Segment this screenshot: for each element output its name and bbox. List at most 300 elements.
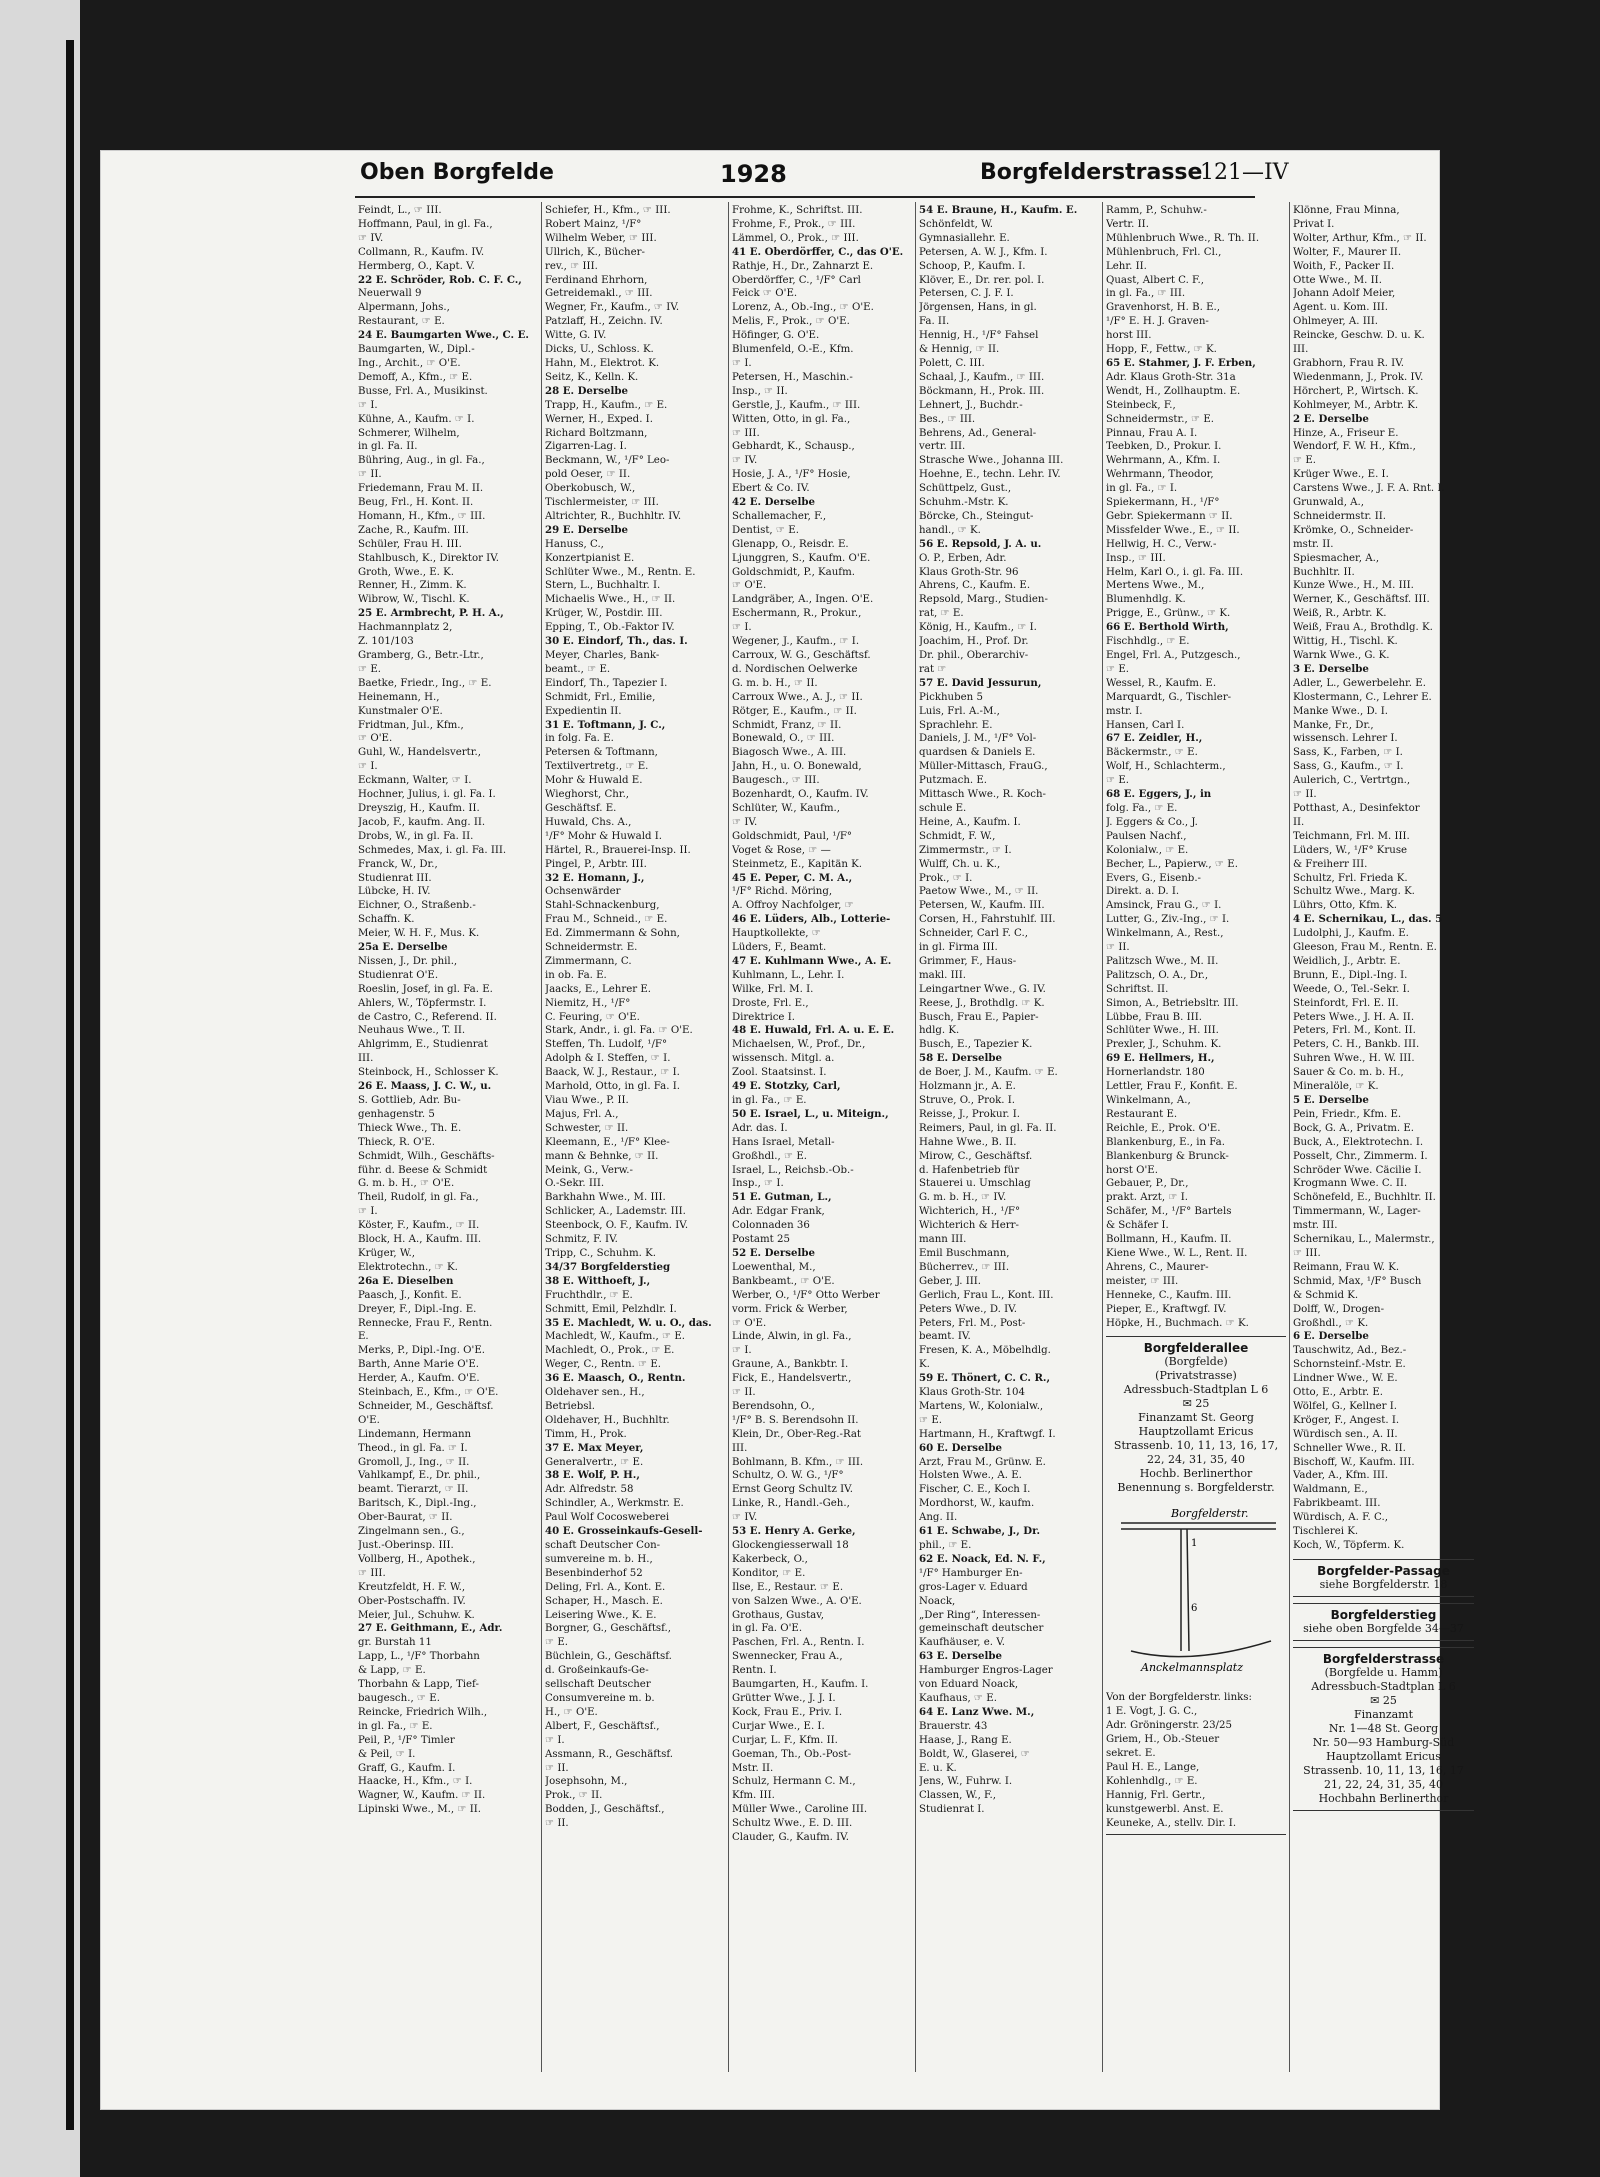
directory-entry: Prok., ☞ II. [545,1790,603,1802]
box-line: Hauptzollamt Ericus [1138,1425,1254,1439]
directory-entry: Ahlgrimm, E., Studienrat [358,1039,488,1051]
box-line: Adressbuch-Stadtplan L 6 [1311,1679,1456,1693]
directory-entry: Loewenthal, M., [732,1261,816,1273]
directory-entry: & Schmid K. [1293,1289,1359,1301]
directory-entry: Goldschmidt, P., Kaufm. [732,566,855,578]
directory-entry: Hellwig, H. C., Verw.- [1106,538,1217,550]
directory-entry: wissensch. Lehrer I. [1293,733,1398,745]
directory-entry: Rentn. I. [732,1665,777,1677]
directory-entry: Herder, A., Kaufm. O'E. [358,1373,480,1385]
directory-entry: Paulsen Nachf., [1106,830,1187,842]
directory-entry: gr. Burstah 11 [358,1637,432,1649]
directory-entry: Grütter Wwe., J. J. I. [732,1692,836,1704]
box-line: (Borgfelde u. Hamm) [1324,1665,1443,1679]
directory-entry: Gleeson, Frau M., Rentn. E. [1293,942,1437,954]
directory-entry: in gl. Firma III. [919,942,998,954]
directory-entry: von Salzen Wwe., A. O'E. [732,1595,862,1607]
directory-entry: ¹/F° Richd. Möring, [732,886,833,898]
directory-entry: Stark, Andr., i. gl. Fa. ☞ O'E. [545,1025,693,1037]
directory-entry: Palitzsch Wwe., M. II. [1106,955,1219,967]
box-line: ✉ 25 [1370,1693,1397,1707]
directory-entry: Schmitz, F. IV. [545,1234,618,1246]
directory-entry: Blankenburg & Brunck- [1106,1150,1229,1162]
directory-entry: Ahlers, W., Töpfermstr. I. [358,997,487,1009]
directory-entry: Thieck, R. O'E. [358,1136,435,1148]
directory-entry: Petersen, C. J. F. I. [919,288,1014,300]
directory-entry: 60 E. Derselbe [919,1441,1002,1454]
directory-entry: hdlg. K. [919,1025,960,1037]
directory-entry: Lutter, G., Ziv.-Ing., ☞ I. [1106,914,1230,926]
directory-entry: Waldmann, E., [1293,1484,1368,1496]
header-left: Oben Borgfelde [360,160,554,185]
directory-entry: Zool. Staatsinst. I. [732,1067,827,1079]
directory-entry: 61 E. Schwabe, J., Dr. [919,1525,1041,1538]
directory-entry: Schernikau, L., Malermstr., [1293,1234,1435,1246]
directory-entry: Direkt. a. D. I. [1106,886,1180,898]
directory-entry: Restaurant E. [1106,1108,1178,1120]
directory-entry: Glenapp, O., Reisdr. E. [732,538,849,550]
directory-entry: O.-Sekr. III. [545,1178,605,1190]
directory-entry: Müller Wwe., Caroline III. [732,1804,868,1816]
directory-entry: 69 E. Hellmers, H., [1106,1052,1215,1065]
directory-entry: Goeman, Th., Ob.-Post- [732,1748,852,1760]
directory-entry: Otto, E., Arbtr. E. [1293,1387,1384,1399]
directory-entry: 51 E. Gutman, L., [732,1191,832,1204]
directory-entry: ☞ I. [358,1206,378,1218]
directory-entry: Ahrens, C., Maurer- [1106,1261,1209,1273]
directory-entry: Gerlich, Frau L., Kont. III. [919,1289,1054,1301]
directory-entry: Adr. Alfredstr. 58 [545,1484,634,1496]
directory-entry: Klönne, Frau Minna, [1293,205,1400,216]
directory-entry: Koch, W., Töpferm. K. [1293,1540,1405,1551]
directory-entry: pold Oeser, ☞ II. [545,469,631,481]
directory-entry: Paul Wolf Cocosweberei [545,1512,670,1524]
directory-entry: Schmedes, Max, i. gl. Fa. III. [358,844,507,856]
directory-entry: ☞ O'E. [358,733,393,745]
box-line: Finanzamt St. Georg [1138,1411,1254,1425]
directory-entry: Hornerlandstr. 180 [1106,1067,1205,1079]
directory-entry: Vahlkampf, E., Dr. phil., [358,1470,481,1482]
directory-entry: 41 E. Oberdörffer, C., das O'E. [732,245,904,258]
directory-entry: 52 E. Derselbe [732,1246,815,1259]
directory-entry: in gl. Fa. O'E. [732,1623,803,1635]
directory-entry: Becher, L., Papierw., ☞ E. [1106,858,1238,870]
directory-entry: Vollberg, H., Apothek., [358,1553,476,1565]
directory-entry: Krüger Wwe., E. I. [1293,469,1389,481]
directory-entry: Kunze Wwe., H., M. III. [1293,580,1414,592]
directory-entry: Lührs, Otto, Kfm. K. [1293,900,1397,912]
directory-entry: Carstens Wwe., J. F. A. Rnt. I. [1293,483,1445,495]
directory-entry: ¹/F° E. H. J. Graven- [1106,316,1209,328]
directory-entry: Ramm, P., Schuhw.- [1106,205,1207,216]
directory-entry: Machledt, W., Kaufm., ☞ E. [545,1331,685,1343]
directory-entry: Schneidermstr. II. [1293,510,1387,522]
directory-entry: Mittasch Wwe., R. Koch- [919,789,1046,801]
directory-entry: Lüders, W., ¹/F° Kruse [1293,844,1408,856]
directory-entry: Dr. phil., Oberarchiv- [919,650,1029,661]
directory-entry: in gl. Fa., ☞ E. [732,1095,807,1106]
directory-entry: von Eduard Noack, [919,1679,1019,1691]
directory-entry: ☞ II. [1106,942,1130,954]
directory-entry: Gerstle, J., Kaufm., ☞ III. [732,399,861,411]
column-5 [1103,202,1290,2072]
directory-entry: 26 E. Maass, J. C. W., u. [358,1080,492,1093]
directory-entry: Peters Wwe., J. H. A. II. [1293,1011,1415,1023]
directory-entry: Ilse, E., Restaur. ☞ E. [732,1581,844,1593]
directory-entry: Aulerich, C., Vertrtgn., [1293,775,1411,787]
directory-entry: & Hennig, ☞ II. [919,344,1000,356]
directory-entry: Generalvertr., ☞ E. [545,1456,644,1468]
directory-entry: 6 E. Derselbe [1293,1330,1369,1343]
directory-entry: Voget & Rose, ☞ — [732,844,831,856]
directory-entry: Witte, G. IV. [545,330,607,342]
directory-entry: Gravenhorst, H. B. E., [1106,302,1221,314]
directory-entry: Insp., ☞ II. [732,385,788,397]
directory-entry: Johann Adolf Meier, [1293,288,1396,300]
directory-entry: Z. 101/103 [358,636,414,648]
directory-entry: Fridtman, Jul., Kfm., [358,719,464,731]
directory-entry: beamt. Tierarzt, ☞ II. [358,1484,469,1496]
directory-entry: ☞ E. [1106,775,1130,787]
strasse-box [1293,1647,1474,1811]
directory-entry: Clauder, G., Kaufm. IV. [732,1832,849,1844]
directory-entry: Marhold, Otto, in gl. Fa. I. [545,1081,680,1093]
directory-entry: ☞ E. [1106,663,1130,675]
directory-entry: Tauschwitz, Ad., Bez.- [1293,1345,1407,1357]
directory-entry: in gl. Fa. II. [358,441,418,453]
directory-entry: Oberdörffer, C., ¹/F° Carl [732,274,861,286]
directory-entry: Kolonialw., ☞ E. [1106,844,1189,856]
directory-entry: 4 E. Schernikau, L., das. 5 [1293,913,1443,926]
directory-entry: Jahn, H., u. O. Bonewald, [732,761,862,773]
directory-entry: Griem, H., Ob.-Steuer [1106,1734,1220,1746]
directory-entry: Frohme, F., Prok., ☞ III. [732,218,856,230]
directory-entry: ☞ III. [732,427,760,439]
directory-entry: Kakerbeck, O., [732,1553,808,1565]
directory-entry: Schmid, Max, ¹/F° Busch [1293,1275,1422,1287]
directory-entry: 36 E. Maasch, O., Rentn. [545,1372,686,1385]
directory-entry: Fick, E., Handelsvertr., [732,1373,852,1385]
directory-entry: d. Hafenbetrieb für [919,1164,1020,1176]
directory-entry: Kaufhäuser, e. V. [919,1637,1006,1649]
directory-entry: Pein, Friedr., Kfm. E. [1293,1108,1402,1120]
directory-entry: Wibrow, W., Tischl. K. [358,594,470,606]
directory-entry: Schultz, O. W. G., ¹/F° [732,1470,844,1482]
directory-entry: E. [358,1331,369,1343]
directory-entry: Mühlenbruch, Frl. Cl., [1106,246,1222,258]
directory-entry: Bischoff, W., Kaufm. III. [1293,1456,1415,1468]
directory-entry: ☞ I. [358,399,378,411]
directory-entry: Grimmer, F., Haus- [919,955,1017,967]
directory-entry: Bes., ☞ III. [919,413,976,425]
directory-entry: Betriebsl. [545,1400,596,1412]
directory-entry: Schneidermstr., ☞ E. [1106,413,1215,425]
directory-entry: Drobs, W., in gl. Fa. II. [358,830,474,842]
column-3 [729,202,916,2072]
directory-entry: Grothaus, Gustav, [732,1609,825,1621]
directory-entry: Pickhuben 5 [919,691,983,703]
directory-entry: Baetke, Friedr., Ing., ☞ E. [358,677,492,689]
directory-entry: Sass, G., Kaufm., ☞ I. [1293,761,1404,773]
directory-entry: Hauptkollekte, ☞ [732,928,821,940]
directory-entry: Börcke, Ch., Steingut- [919,510,1034,522]
directory-entry: 56 E. Repsold, J. A. u. [919,537,1042,550]
directory-entry: Lindemann, Hermann [358,1428,472,1440]
directory-entry: Oldehaver sen., H., [545,1387,645,1399]
directory-entry: Noack, [919,1595,956,1607]
directory-entry: in gl. Fa., ☞ III. [1106,288,1186,300]
directory-entry: Hansen, Carl I. [1106,719,1185,731]
allee-lines [1106,1355,1286,1495]
column-1 [355,202,542,2072]
directory-entry: 40 E. Grosseinkaufs-Gesell- [545,1525,703,1538]
directory-entry: Helm, Karl O., i. gl. Fa. III. [1106,566,1244,578]
directory-entry: Hinze, A., Friseur E. [1293,427,1399,439]
directory-entry: Feindt, L., ☞ III. [358,205,442,216]
column-6-entries [1293,204,1474,1553]
directory-entry: Höfinger, G. O'E. [732,330,820,342]
directory-entry: Zimmermstr., ☞ I. [919,844,1012,856]
directory-entry: Tripp, C., Schuhm. K. [545,1247,656,1259]
directory-entry: Gromoll, J., Ing., ☞ II. [358,1456,470,1468]
directory-entry: Kfm. III. [732,1790,775,1802]
directory-entry: O. P., Erben, Adr. [919,552,1007,564]
directory-entry: Ludolphi, J., Kaufm. E. [1293,928,1409,940]
directory-entry: Jens, W., Fuhrw. I. [919,1776,1013,1788]
directory-entry: Ing., Archit., ☞ O'E. [358,357,461,369]
directory-entry: A. Offroy Nachfolger, ☞ [732,900,854,912]
directory-entry: Schönfeldt, W. [919,218,994,230]
directory-entry: Mirow, C., Geschäftsf. [919,1150,1033,1162]
directory-entry: ☞ I. [732,357,752,369]
passage-box [1293,1559,1474,1597]
directory-entry: Müller-Mittasch, FrauG., [919,761,1048,773]
directory-entry: Meier, Jul., Schuhw. K. [358,1609,475,1621]
box-line: Strassenb. 10, 11, 13, 16, 17, [1113,1439,1279,1453]
directory-entry: C. Feuring, ☞ O'E. [545,1011,640,1023]
directory-entry: sumvereine m. b. H., [545,1553,653,1565]
directory-entry: 54 E. Braune, H., Kaufm. E. [919,204,1078,216]
directory-entry: Adr. Edgar Frank, [732,1206,825,1218]
directory-entry: Konditor, ☞ E. [732,1567,806,1579]
directory-entry: G. m. b. H., ☞ IV. [919,1192,1007,1204]
directory-entry: Mstr. II. [732,1762,774,1774]
directory-page [100,150,1464,2110]
directory-entry: 3 E. Derselbe [1293,662,1369,675]
directory-entry: Reichle, E., Prok. O'E. [1106,1122,1221,1134]
directory-entry: Putzmach. E. [919,775,988,787]
directory-entry: Agent. u. Kom. III. [1293,302,1388,314]
directory-entry: Timmermann, W., Lager- [1293,1206,1421,1218]
directory-entry: 29 E. Derselbe [545,523,628,536]
directory-entry: Landgräber, A., Ingen. O'E. [732,594,874,606]
directory-entry: Kaufhaus, ☞ E. [919,1692,997,1704]
directory-entry: Lüders, F., Beamt. [732,942,827,954]
directory-entry: Blumenfeld, O.-E., Kfm. [732,344,854,356]
directory-entry: Hachmannplatz 2, [358,622,453,634]
box-line: Nr. 50—93 Hamburg-Süd [1312,1735,1455,1749]
directory-entry: Großhdl., ☞ K. [1293,1317,1369,1329]
directory-entry: horst III. [1106,330,1152,342]
directory-entry: Josephsohn, M., [545,1776,628,1788]
box-line: Finanzamt [1353,1707,1414,1721]
directory-entry: Behrens, Ad., General- [919,427,1037,439]
directory-entry: Luis, Frl. A.-M., [919,705,1000,717]
directory-entry: Stahl-Schnackenburg, [545,900,660,912]
directory-entry: de Boer, J. M., Kaufm. ☞ E. [919,1067,1058,1079]
directory-entry: Wagner, W., Kaufm. ☞ II. [358,1790,486,1802]
directory-entry: 58 E. Derselbe [919,1052,1002,1065]
directory-entry: in folg. Fa. E. [545,733,614,745]
directory-entry: Bozenhardt, O., Kaufm. IV. [732,789,869,801]
directory-entry: beamt., ☞ E. [545,663,611,675]
directory-entry: 2 E. Derselbe [1293,412,1369,425]
directory-entry: O'E. [358,1414,380,1426]
directory-entry: ☞ E. [1293,455,1317,467]
directory-entry: Paschen, Frl. A., Rentn. I. [732,1637,865,1649]
directory-entry: Hahn, M., Elektrot. K. [545,357,660,369]
directory-entry: Friedemann, Frau M. II. [358,483,484,495]
directory-entry: d. Großeinkaufs-Ge- [545,1665,649,1677]
book-spine [66,40,74,2130]
directory-entry: Schultz Wwe., Marg. K. [1293,886,1415,898]
directory-entry: Rennecke, Frau F., Rentn. [358,1317,493,1329]
directory-entry: ☞ E. [919,1414,943,1426]
directory-entry: Lorenz, A., Ob.-Ing., ☞ O'E. [732,302,874,314]
directory-entry: Kunstmaler O'E. [358,705,443,717]
directory-entry: Krogmann Wwe. C. II. [1293,1178,1408,1190]
directory-entry: Tischlermeister, ☞ III. [545,497,659,509]
directory-entry: Wendorf, F. W. H., Kfm., [1293,441,1416,453]
directory-entry: Busch, Frau E., Papier- [919,1011,1039,1023]
directory-entry: Reincke, Friedrich Wilh., [358,1706,488,1718]
directory-entry: 46 E. Lüders, Alb., Lotterie- [732,913,891,926]
directory-entry: ☞ I. [732,1345,752,1357]
directory-entry: Linke, R., Handl.-Geh., [732,1498,850,1510]
directory-entry: Fresen, K. A., Möbelhdlg. [919,1345,1051,1357]
directory-entry: ☞ II. [358,469,382,481]
directory-entry: Robert Mainz, ¹/F° [545,218,642,230]
directory-entry: Petersen, A. W. J., Kfm. I. [919,246,1048,258]
directory-entry: Fischer, C. E., Koch I. [919,1484,1031,1496]
directory-entry: Konzertpianist E. [545,552,635,564]
directory-entry: Privat I. [1293,218,1335,230]
directory-entry: Eichner, O., Straßenb.- [358,900,476,912]
directory-entry: Thieck Wwe., Th. E. [358,1122,462,1134]
directory-entry: Wiedenmann, J., Prok. IV. [1293,371,1424,383]
directory-entry: Von der Borgfelderstr. links: [1106,1692,1252,1704]
directory-entry: Collmann, R., Kaufm. IV. [358,246,485,258]
directory-entry: & Schäfer I. [1106,1220,1169,1232]
directory-entry: Goldschmidt, Paul, ¹/F° [732,830,853,842]
directory-entry: & Freiherr III. [1293,858,1368,870]
directory-entry: Hannig, Frl. Gertr., [1106,1789,1206,1801]
directory-entry: Fischhdlg., ☞ E. [1106,636,1190,648]
directory-entry: Epping, T., Ob.-Faktor IV. [545,622,675,634]
directory-entry: Heine, A., Kaufm. I. [919,816,1021,828]
directory-entry: Kreutzfeldt, H. F. W., [358,1581,466,1593]
directory-entry: Gebhardt, K., Schausp., [732,441,855,453]
box-title-stieg: Borgfelderstieg [1330,1607,1437,1622]
directory-entry: Feick ☞ O'E. [732,288,798,300]
directory-entry: Keuneke, A., stellv. Dir. I. [1106,1817,1237,1829]
directory-entry: Werber, O., ¹/F° Otto Werber [732,1289,880,1301]
directory-entry: makl. III. [919,969,966,981]
directory-entry: Insp., ☞ III. [1106,552,1166,564]
directory-entry: 35 E. Machledt, W. u. O., das. [545,1316,712,1329]
directory-entry: Schlüter Wwe., H. III. [1106,1025,1219,1037]
directory-entry: Lettler, Frau F., Konfit. E. [1106,1081,1238,1093]
directory-entry: Mühlenbruch Wwe., R. Th. II. [1106,232,1260,244]
directory-entry: Getreidemakl., ☞ III. [545,288,653,300]
directory-entry: Lübcke, H. IV. [358,886,431,898]
directory-entry: Schmidt, Wilh., Geschäfts- [358,1150,495,1162]
directory-entry: Demoff, A., Kfm., ☞ E. [358,371,473,383]
directory-entry: Schaper, H., Masch. E. [545,1595,663,1607]
directory-entry: sellschaft Deutscher [545,1679,651,1691]
column-5-entries [1106,204,1286,1330]
directory-entry: III. [1293,344,1309,356]
directory-entry: Elektrotechn., ☞ K. [358,1261,458,1273]
map-number-6: 6 [1191,1603,1198,1615]
directory-entry: gros-Lager v. Eduard [919,1581,1028,1593]
directory-entry: Alpermann, Johs., [358,302,450,314]
directory-entry: Schaffn. K. [358,914,415,926]
directory-entry: Bühring, Aug., in gl. Fa., [358,455,485,467]
directory-entry: Renner, H., Zimm. K. [358,580,467,592]
directory-entry: Stern, L., Buchhaltr. I. [545,580,661,592]
directory-entry: Jaacks, E., Lehrer E. [545,983,652,995]
directory-entry: 48 E. Huwald, Frl. A. u. E. E. [732,1024,895,1037]
directory-entry: ☞ III. [358,1567,386,1579]
directory-entry: Michaelsen, W., Prof., Dr., [732,1039,866,1051]
directory-entry: Schultz, Frl. Frieda K. [1293,872,1408,884]
directory-entry: Kuhlmann, L., Lehr. I. [732,969,845,981]
directory-entry: Werner, H., Exped. I. [545,413,653,425]
directory-entry: Baack, W. J., Restaur., ☞ I. [545,1067,680,1079]
directory-entry: ☞ E. [358,663,382,675]
directory-entry: Albert, F., Geschäftsf., [545,1720,660,1732]
directory-entry: Schönefeld, E., Buchhltr. II. [1293,1192,1436,1204]
directory-entry: Meink, G., Verw.- [545,1164,633,1176]
box-line: siehe Borgfelderstr. 18 [1319,1577,1448,1591]
directory-entry: Curjar Wwe., E. I. [732,1720,825,1732]
directory-entry: Ober-Baurat, ☞ II. [358,1512,453,1524]
directory-entry: Gramberg, G., Betr.-Ltr., [358,650,484,661]
directory-entry: Nissen, J., Dr. phil., [358,955,458,967]
directory-entry: Schneider, Carl F. C., [919,928,1028,940]
column-2 [542,202,729,2072]
directory-entry: Hennig, H., ¹/F° Fahsel [919,330,1039,342]
directory-entry: Oldehaver, H., Buchhltr. [545,1414,670,1426]
directory-entry: mstr. I. [1106,705,1143,717]
directory-entry: 50 E. Israel, L., u. Miteign., [732,1107,889,1120]
directory-entry: Curjar, L. F., Kfm. II. [732,1734,838,1746]
directory-entry: Amsinck, Frau G., ☞ I. [1106,900,1222,912]
directory-entry: in gl. Fa., ☞ I. [1106,483,1178,495]
directory-entry: Dreyer, F., Dipl.-Ing. E. [358,1303,477,1315]
directory-entry: III. [358,1053,374,1065]
directory-entry: Studienrat I. [919,1804,985,1816]
directory-entry: Ullrich, K., Bücher- [545,246,645,258]
directory-entry: ☞ II. [545,1818,569,1830]
directory-entry: 67 E. Zeidler, H., [1106,732,1203,745]
directory-entry: Barth, Anne Marie O'E. [358,1359,480,1371]
directory-entry: Schultz Wwe., E. D. III. [732,1818,853,1830]
directory-entry: Emil Buschmann, [919,1247,1010,1259]
column-6 [1290,202,1477,2072]
directory-entry: Adr. das. I. [732,1122,788,1134]
